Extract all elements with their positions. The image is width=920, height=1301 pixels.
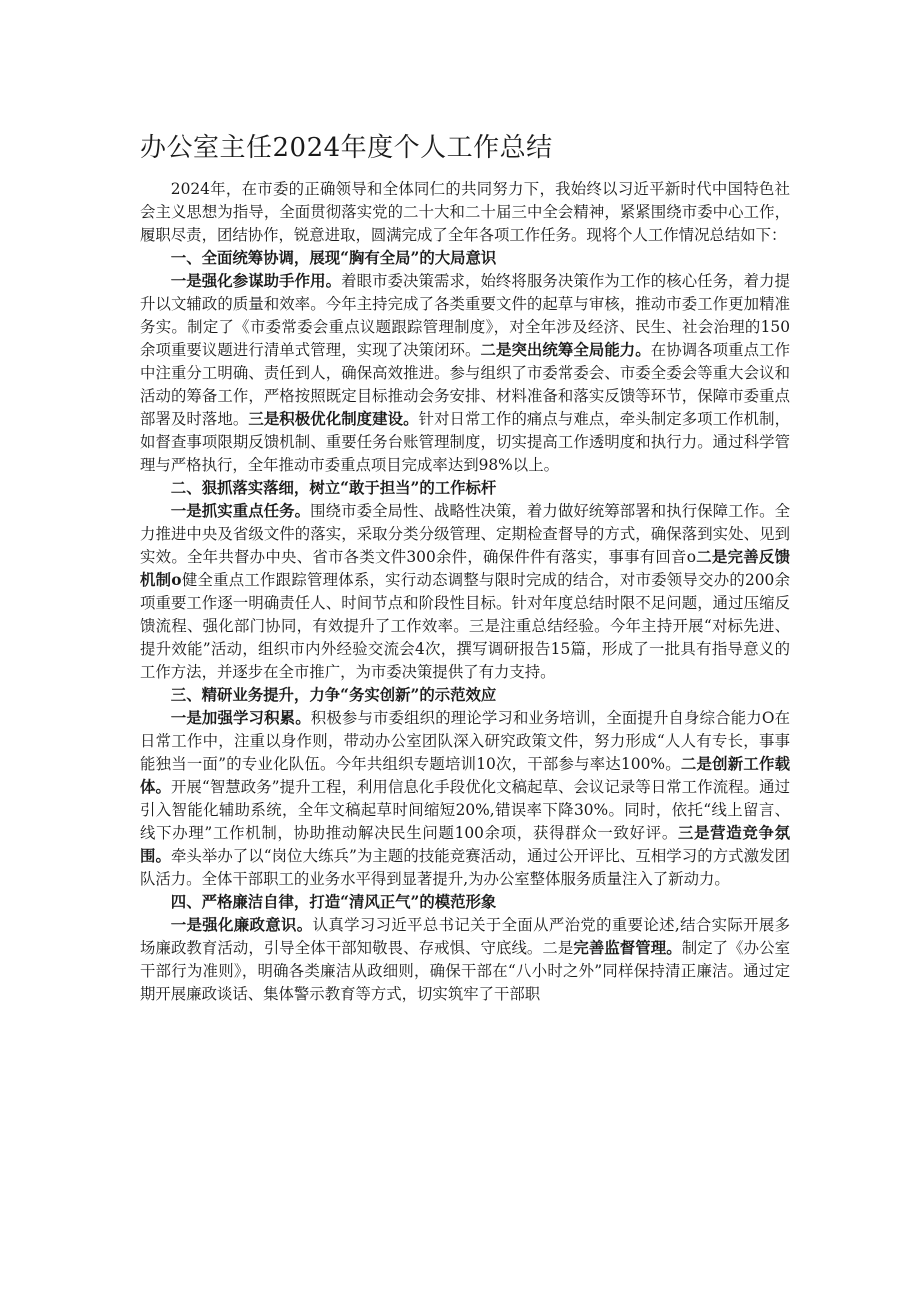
- paragraph-text: 围绕市委全局性、战略性决策，着力做好统筹部署和执行保障工作。全力推进中央及省级文件的落实，采取分类分级管理、定期检查督导的方式，确保落到实处、见到实效。全年共督办中央、省市各类文件300余件，确保件件有落实，事事有回音o: [140, 502, 790, 566]
- document-title: 办公室主任2024年度个人工作总结: [140, 133, 553, 163]
- bold-lead-phrase: 一是强化廉政意识。: [170, 916, 313, 934]
- section-heading: [140, 891, 790, 914]
- bold-lead-phrase: 二是突出统筹全局能力。: [480, 341, 651, 359]
- bold-lead-phrase: 完善监督管理。: [573, 939, 682, 957]
- body-paragraph: [140, 707, 790, 891]
- document-body: [140, 178, 790, 1006]
- paragraph-text: 2024年，在市委的正确领导和全体同仁的共同努力下，我始终以习近平新时代中国特色社会主义思想为指导，全面贯彻落实党的二十大和二十届三中全会精神，紧紧围绕市委中心工作，履职尽责，团结协作，锐意进取，圆满完成了全年各项工作任务。现将个人工作情况总结如下：: [140, 180, 790, 244]
- body-paragraph: [140, 178, 790, 247]
- paragraph-text: 牵头举办了以“岗位大练兵”为主题的技能竞赛活动，通过公开评比、互相学习的方式激发团队活力。全体干部职工的业务水平得到显著提升,为办公室整体服务质量注入了新动力。: [140, 847, 790, 888]
- document-page: [140, 0, 790, 1006]
- bold-lead-phrase: 二是创新工作载体。: [140, 755, 790, 796]
- bold-lead-phrase: 三是积极优化制度建设。: [248, 410, 419, 428]
- bold-lead-phrase: 一是抓实重点任务。: [170, 502, 311, 520]
- paragraph-text: 开展“智慧政务”提升工程，利用信息化手段优化文稿起草、会议记录等日常工作流程。通过引入智能化辅助系统，全年文稿起草时间缩短20%,错误率下降30%。同时，依托“线上留言、线下办理”工作机制，协助推动解决民生问题100余项，获得群众一致好评。: [140, 778, 790, 842]
- body-paragraph: [140, 500, 790, 684]
- paragraph-text: 着眼市委决策需求，始终将服务决策作为工作的核心任务，着力提升以文辅政的质量和效率。今年主持完成了各类重要文件的起草与审核，推动市委工作更加精准务实。制定了《市委常委会重点议题跟踪管理制度》，对全年涉及经济、民生、社会治理的150余项重要议题进行清单式管理，实现了决策闭环。: [140, 272, 790, 359]
- paragraph-text: 四、严格廉洁自律，打造“清风正气”的模范形象: [170, 893, 497, 911]
- paragraph-text: 二、狠抓落实落细，树立“敢于担当”的工作标杆: [170, 479, 497, 497]
- paragraph-text: 针对日常工作的痛点与难点，牵头制定多项工作机制，如督查事项限期反馈机制、重要任务台账管理制度，切实提高工作透明度和执行力。通过科学管理与严格执行，全年推动市委重点项目完成率达到98%以上。: [140, 410, 790, 474]
- paragraph-text: 认真学习习近平总书记关于全面从严治党的重要论述,结合实际开展多场廉政教育活动，引导全体干部知敬畏、存戒惧、守底线。二是: [140, 916, 790, 957]
- paragraph-text: 在协调各项重点工作中注重分工明确、责任到人，确保高效推进。参与组织了市委常委会、市委全委会等重大会议和活动的筹备工作，严格按照既定目标推动会务安排、材料准备和落实反馈等环节，保障市委重点部署及时落地。: [140, 341, 790, 428]
- paragraph-text: 积极参与市委组织的理论学习和业务培训，全面提升自身综合能力O在日常工作中，注重以身作则，带动办公室团队深入研究政策文件，努力形成“人人有专长，事事能独当一面”的专业化队伍。今年共组织专题培训10次，干部参与率达100%。: [140, 709, 790, 773]
- body-paragraph: [140, 914, 790, 1006]
- body-paragraph: [140, 270, 790, 477]
- paragraph-text: 一、全面统筹协调，展现“胸有全局”的大局意识: [170, 249, 497, 267]
- section-heading: [140, 247, 790, 270]
- bold-lead-phrase: 一是强化参谋助手作用。: [170, 272, 342, 290]
- bold-lead-phrase: 一是加强学习积累。: [170, 709, 311, 727]
- paragraph-text: 制定了《办公室干部行为准则》，明确各类廉洁从政细则，确保干部在“八小时之外”同样保持清正廉洁。通过定期开展廉政谈话、集体警示教育等方式，切实筑牢了干部职: [140, 939, 790, 1003]
- paragraph-text: 健全重点工作跟踪管理体系，实行动态调整与限时完成的结合，对市委领导交办的200余项重要工作逐一明确责任人、时间节点和阶段性目标。针对年度总结时限不足问题，通过压缩反馈流程、强化部门协同，有效提升了工作效率。三是注重总结经验。今年主持开展“对标先进、提升效能”活动，组织市内外经验交流会4次，撰写调研报告15篇，形成了一批具有指导意义的工作方法，并逐步在全市推广，为市委决策提供了有力支持。: [140, 571, 790, 681]
- bold-lead-phrase: 三是营造竞争氛围。: [140, 824, 790, 865]
- section-heading: [140, 684, 790, 707]
- section-heading: [140, 477, 790, 500]
- bold-lead-phrase: 二是完善反馈机制o: [140, 548, 790, 589]
- paragraph-text: 三、精研业务提升，力争“务实创新”的示范效应: [170, 686, 497, 704]
